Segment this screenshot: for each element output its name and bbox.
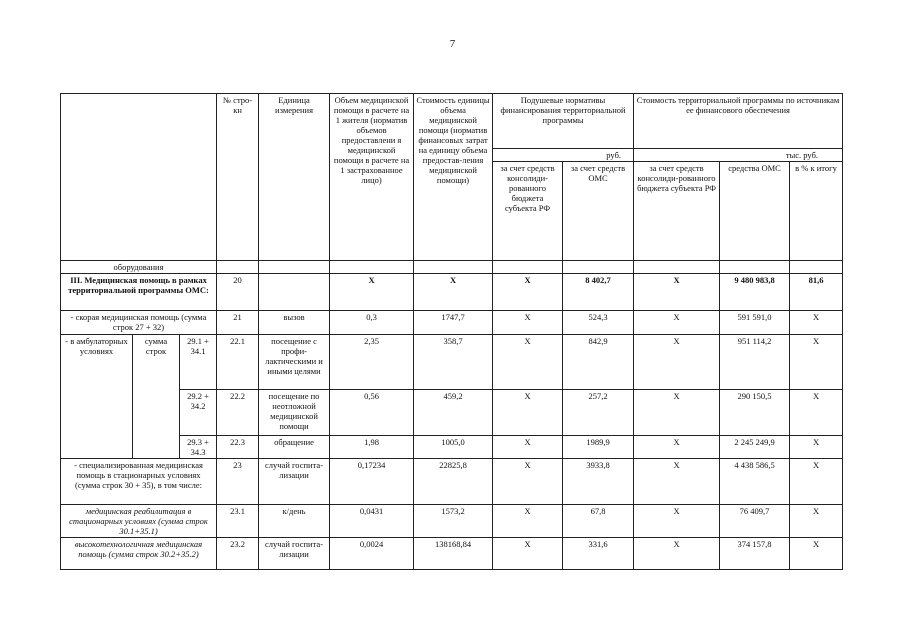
row-budget-2: X (634, 274, 720, 311)
table-row-inpatient (61, 459, 843, 505)
header-oms-funds-2: средства ОМС (720, 162, 790, 261)
row-volume: 0,56 (330, 390, 414, 436)
row-budget-2: X (634, 436, 720, 459)
row-oms: 257,2 (563, 390, 634, 436)
row-number: 23.2 (217, 538, 259, 570)
row-percent: X (790, 335, 843, 390)
row-number: 22.1 (217, 335, 259, 390)
row-unit: посещение с профи-лактическими и иными целями (259, 335, 330, 390)
row-percent: X (790, 390, 843, 436)
row-number: 21 (217, 311, 259, 335)
row-budget: X (493, 459, 563, 505)
row-volume: 2,35 (330, 335, 414, 390)
row-oms: 8 402,7 (563, 274, 634, 311)
row-cost: 1573,2 (414, 505, 493, 538)
sum-of-lines-label: сумма строк (133, 335, 180, 459)
row-label: оборудования (61, 261, 217, 274)
row-budget-2: X (634, 335, 720, 390)
row-cost: 459,2 (414, 390, 493, 436)
row-oms-2: 290 150,5 (720, 390, 790, 436)
row-cost: X (414, 274, 493, 311)
row-unit: случай госпита-лизации (259, 459, 330, 505)
row-oms-2: 591 591,0 (720, 311, 790, 335)
header-label-blank (61, 94, 217, 261)
row-budget-2: X (634, 311, 720, 335)
row-oms-2: 951 114,2 (720, 335, 790, 390)
row-unit: к/день (259, 505, 330, 538)
row-volume: 1,98 (330, 436, 414, 459)
row-number: 22.3 (217, 436, 259, 459)
header-cost: Стоимость единицы объема медицинской помощи (норматив финансовых затрат на единицу объема предостав-ления медицинской помощи) (414, 94, 493, 261)
row-oms-2: 76 409,7 (720, 505, 790, 538)
row-volume: 0,0024 (330, 538, 414, 570)
row-volume: 0,3 (330, 311, 414, 335)
table-row-hitech (61, 538, 843, 570)
row-label: - специализированная медицинская помощь в стационарных условиях (сумма строк 30 + 35), в том числе: (61, 459, 217, 505)
row-unit: случай госпита-лизации (259, 538, 330, 570)
financing-table (60, 93, 843, 570)
row-budget: X (493, 390, 563, 436)
row-cost: 358,7 (414, 335, 493, 390)
row-budget: X (493, 335, 563, 390)
row-oms: 3933,8 (563, 459, 634, 505)
table-row-outpatient-1 (61, 335, 843, 390)
row-oms-2: 4 438 586,5 (720, 459, 790, 505)
table-row-oms (61, 274, 843, 311)
header-program-cost: Стоимость территориальной программы по источникам ее финансового обеспечения (634, 94, 843, 149)
row-percent: 81,6 (790, 274, 843, 311)
row-budget: X (493, 436, 563, 459)
row-budget: X (493, 311, 563, 335)
row-budget: X (493, 538, 563, 570)
row-percent: X (790, 436, 843, 459)
row-label: медицинская реабилитация в стационарных условиях (сумма строк 30.1+35.1) (61, 505, 217, 538)
row-lines: 29.3 + 34.3 (180, 436, 217, 459)
row-cost: 1005,0 (414, 436, 493, 459)
header-rub: руб. (493, 149, 634, 162)
outpatient-label: - в амбулаторных условиях (61, 335, 133, 459)
header-percent-total: в % к итогу (790, 162, 843, 261)
page-number: 7 (449, 38, 456, 50)
row-oms-2: 9 480 983,8 (720, 274, 790, 311)
row-unit: обращение (259, 436, 330, 459)
row-budget-2: X (634, 538, 720, 570)
row-unit: вызов (259, 311, 330, 335)
row-volume: 0,17234 (330, 459, 414, 505)
row-oms: 331,6 (563, 538, 634, 570)
header-thous-rub: тыс. руб. (634, 149, 843, 162)
row-number: 23 (217, 459, 259, 505)
row-oms: 842,9 (563, 335, 634, 390)
row-cost: 1747,7 (414, 311, 493, 335)
row-cost: 138168,84 (414, 538, 493, 570)
row-unit (259, 274, 330, 311)
row-unit: посещение по неотложной медицинской помощи (259, 390, 330, 436)
header-unit: Единица измерения (259, 94, 330, 261)
row-lines: 29.2 + 34.2 (180, 390, 217, 436)
header-oms-funds: за счет средств ОМС (563, 162, 634, 261)
header-budget-funds-2: за счет средств консолиди-рованного бюджета субъекта РФ (634, 162, 720, 261)
row-budget-2: X (634, 390, 720, 436)
table-row-equipment (61, 261, 843, 274)
row-oms: 67,8 (563, 505, 634, 538)
row-percent: X (790, 311, 843, 335)
header-per-capita: Подушевые нормативы финансирования территориальной программы (493, 94, 634, 149)
row-volume: 0,0431 (330, 505, 414, 538)
row-label: III. Медицинская помощь в рамках территориальной программы ОМС: (61, 274, 217, 311)
row-percent: X (790, 459, 843, 505)
row-percent: X (790, 505, 843, 538)
header-budget-funds: за счет средств консолиди-рованного бюджета субъекта РФ (493, 162, 563, 261)
header-volume: Объем медицинской помощи в расчете на 1 жителя (норматив объемов предоставлени я медицинской помощи в расчете на 1 застрахованное лицо) (330, 94, 414, 261)
row-budget: X (493, 505, 563, 538)
row-oms: 524,3 (563, 311, 634, 335)
row-budget: X (493, 274, 563, 311)
table-row-ambulance (61, 311, 843, 335)
header-row-1 (61, 94, 843, 149)
row-label: - скорая медицинская помощь (сумма строк 27 + 32) (61, 311, 217, 335)
row-percent: X (790, 538, 843, 570)
row-oms-2: 2 245 249,9 (720, 436, 790, 459)
row-lines: 29.1 + 34.1 (180, 335, 217, 390)
row-number: 23.1 (217, 505, 259, 538)
row-label: высокотехнологичная медицинская помощь (сумма строк 30.2+35.2) (61, 538, 217, 570)
row-number: 22.2 (217, 390, 259, 436)
row-cost: 22825,8 (414, 459, 493, 505)
row-budget-2: X (634, 505, 720, 538)
row-oms: 1989,9 (563, 436, 634, 459)
row-oms-2: 374 157,8 (720, 538, 790, 570)
table-row-rehab (61, 505, 843, 538)
row-budget-2: X (634, 459, 720, 505)
row-number: 20 (217, 274, 259, 311)
row-volume: X (330, 274, 414, 311)
header-row-number: № стро-кн (217, 94, 259, 261)
